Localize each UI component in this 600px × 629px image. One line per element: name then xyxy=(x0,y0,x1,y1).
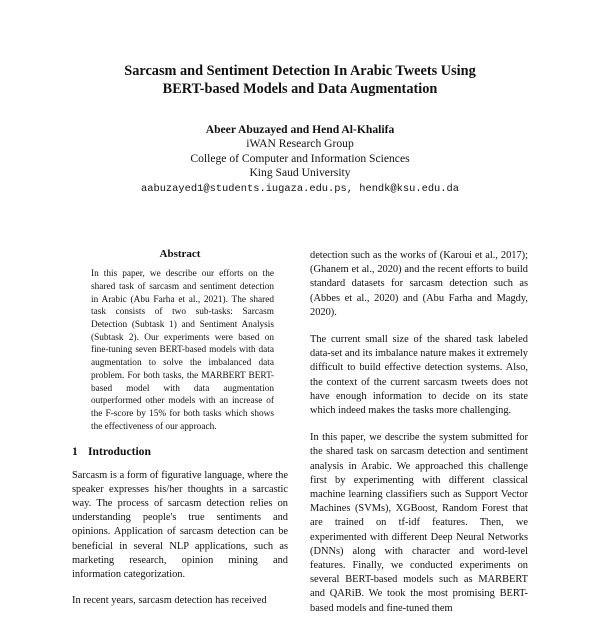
section-heading-introduction xyxy=(72,445,288,459)
intro-paragraph-2: In recent years, sarcasm detection has received xyxy=(72,595,267,607)
abstract-text: In this paper, we describe our efforts on the shared task of sarcasm and sentiment detection in Arabic (Abu Farha et al., 2021). The shared task consists of two sub-tasks: Sarcasm Detection (Subtask 1) and Sentiment Analysis (Subtask 2). Our experiments were based on fine-tuning seven BERT-based models with data augmentation to solve the imbalanced data problem. For both tasks, the MARBERT BERT-based model with data augmentation outperformed other models with an increase of the F-score by 15% for both tasks which shows the effectiveness of our approach. xyxy=(91,269,274,432)
college: College of Computer and Information Sciences xyxy=(190,151,410,165)
research-group: iWAN Research Group xyxy=(246,137,354,151)
university: King Saud University xyxy=(249,166,351,180)
author-names: Abeer Abuzayed and Hend Al-Khalifa xyxy=(205,123,395,136)
author-emails: aabuzayed1@students.iugaza.edu.ps, hendk@ksu.edu.da xyxy=(140,182,459,195)
title-line-1: Sarcasm and Sentiment Detection In Arabic Tweets Using xyxy=(124,63,476,79)
title-line-2: BERT-based Models and Data Augmentation xyxy=(162,81,438,97)
section-number: 1 xyxy=(72,445,78,459)
right-paragraph-2: The current small size of the shared task labeled data-set and its imbalance nature makes it extremely difficult to build effective detection systems. Also, the context of the current sarcasm tweets does not have enough information to decide on its state which indeed makes the tasks more challenging. xyxy=(310,334,528,417)
right-column xyxy=(310,249,528,629)
right-paragraph-3: In this paper, we describe the system submitted for the shared task on sarcasm detection and sentiment analysis in Arabic. We approached this challenge first by experimenting with different classical machine learning classifiers such as Support Vector Machines (SVMs), XGBoost, Random Forest that are trained on tf-idf features. Then, we experimented with different Deep Neural Networks (DNNs) along with character and word-level features. Finally, we conducted experiments on several BERT-based models such as MARBERT and QARiB. We took the most promising BERT-based models and fine-tuned them xyxy=(310,432,528,614)
abstract-heading: Abstract xyxy=(159,248,201,260)
paper-title xyxy=(60,62,540,98)
section-title: Introduction xyxy=(88,445,151,459)
right-paragraph-1: detection such as the works of (Karoui et al., 2017); (Ghanem et al., 2020) and the recent efforts to build standard datasets for sarcasm detection such as (Abbes et al., 2020) and (Abu Farha and Magdy, 2020). xyxy=(310,250,528,318)
left-column xyxy=(72,247,288,608)
intro-paragraph-1: Sarcasm is a form of figurative language, where the speaker expresses his/her thoughts in a sarcastic way. The process of sarcasm detection relies on understanding people's true sentiments and opinions. Application of sarcasm detection can be beneficial in several NLP applications, such as marketing research, opinion mining and information categorization. xyxy=(72,469,288,580)
author-block xyxy=(60,123,540,196)
